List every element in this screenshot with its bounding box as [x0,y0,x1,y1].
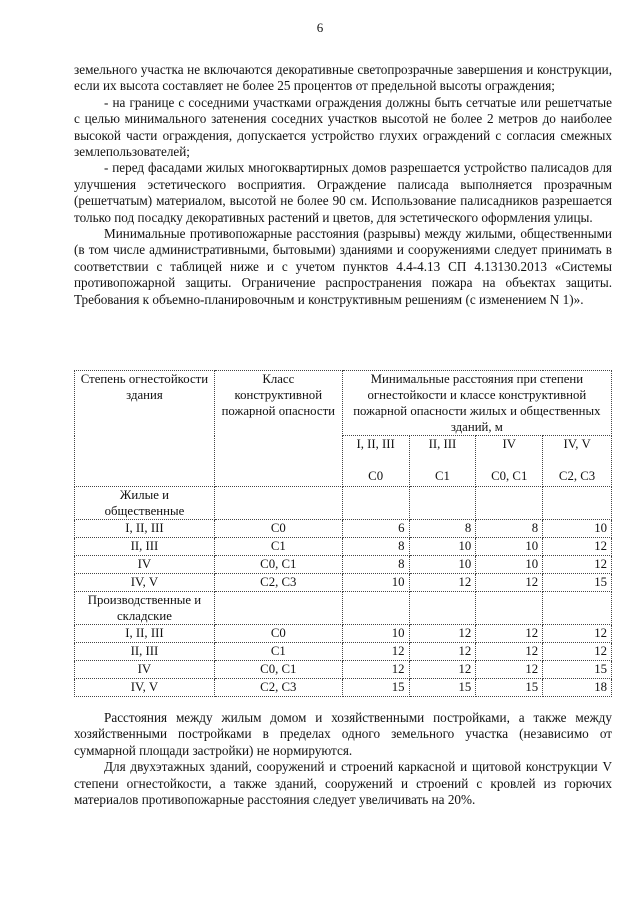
section-title: Производственные и складские [75,592,215,625]
table-row: I, II, III C0 10 12 12 12 [75,625,612,643]
header-min-distances: Минимальные расстояния при степени огнестойкости и классе конструктивной пожарной опасности жилых и общественных зданий, м [342,371,611,436]
table-row: IV C0, C1 8 10 10 12 [75,556,612,574]
subheader-cell: IV, V C2, C3 [543,436,612,487]
header-fire-resistance: Степень огнестойкости здания [75,371,215,487]
page-number: 6 [316,20,324,35]
header-hazard-class: Класс конструктивной пожарной опасности [214,371,342,487]
subheader-cell: I, II, III C0 [342,436,409,487]
fire-distance-table [74,370,612,697]
paragraph: земельного участка не включаются декоративные светопрозрачные завершения и конструкции, если их высота составляет не более 25 процентов от предельной высоты ограждения; [74,62,612,94]
paragraph: Расстояния между жилым домом и хозяйственными постройками, а также между хозяйственными постройками в пределах одного земельного участка (независимо от суммарной площади застройки) не нормируются. [74,710,612,758]
paragraph: Минимальные противопожарные расстояния (разрывы) между жилыми, общественными (в том числе административными, бытовыми) зданиями и сооружениями следует принимать в соответствии с таблицей ниже и с учетом пунктов 4.4-4.13 СП 4.13130.2013 «Системы противопожарной защиты. Ограничение распространения пожара на объектах защиты. Требования к объемно-планировочным и конструктивным решениям (с изменением N 1)». [74,226,612,307]
body-text-top [74,62,612,308]
table-row: II, III C1 12 12 12 12 [75,643,612,661]
subheader-cell: IV C0, C1 [476,436,543,487]
section-title: Жилые и общественные [75,487,215,520]
table-row: IV C0, C1 12 12 12 15 [75,661,612,679]
paragraph: Для двухэтажных зданий, сооружений и строений каркасной и щитовой конструкции V степени огнестойкости, а также зданий, сооружений и строений с кровлей из горючих материалов противопожарные расстояния следует увеличивать на 20%. [74,759,612,808]
table-header-row [75,371,612,436]
subheader-cell: II, III C1 [409,436,476,487]
paragraph: - на границе с соседними участками ограждения должны быть сетчатые или решетчатые с целью минимального затенения соседних участков высотой не более 2 метров до наиболее высокой части ограждения, допускается устройство глухих ограждений с согласия смежных землепользователей; [74,94,612,160]
section-title-row [75,592,612,625]
table-row: IV, V C2, C3 15 15 15 18 [75,679,612,697]
section-title-row [75,487,612,520]
table-row: IV, V C2, C3 10 12 12 15 [75,574,612,592]
body-text-bottom [74,710,612,808]
table-row: I, II, III C0 6 8 8 10 [75,520,612,538]
paragraph: - перед фасадами жилых многоквартирных домов разрешается устройство палисадов для улучшения эстетического восприятия. Ограждение палисада выполняется прозрачным (решетчатым) материалом, высотой не более 90 см. Использование палисадников разрешается только под посадку декоративных растений и цветов, для эстетического оформления улицы. [74,160,612,225]
table-row: II, III C1 8 10 10 12 [75,538,612,556]
